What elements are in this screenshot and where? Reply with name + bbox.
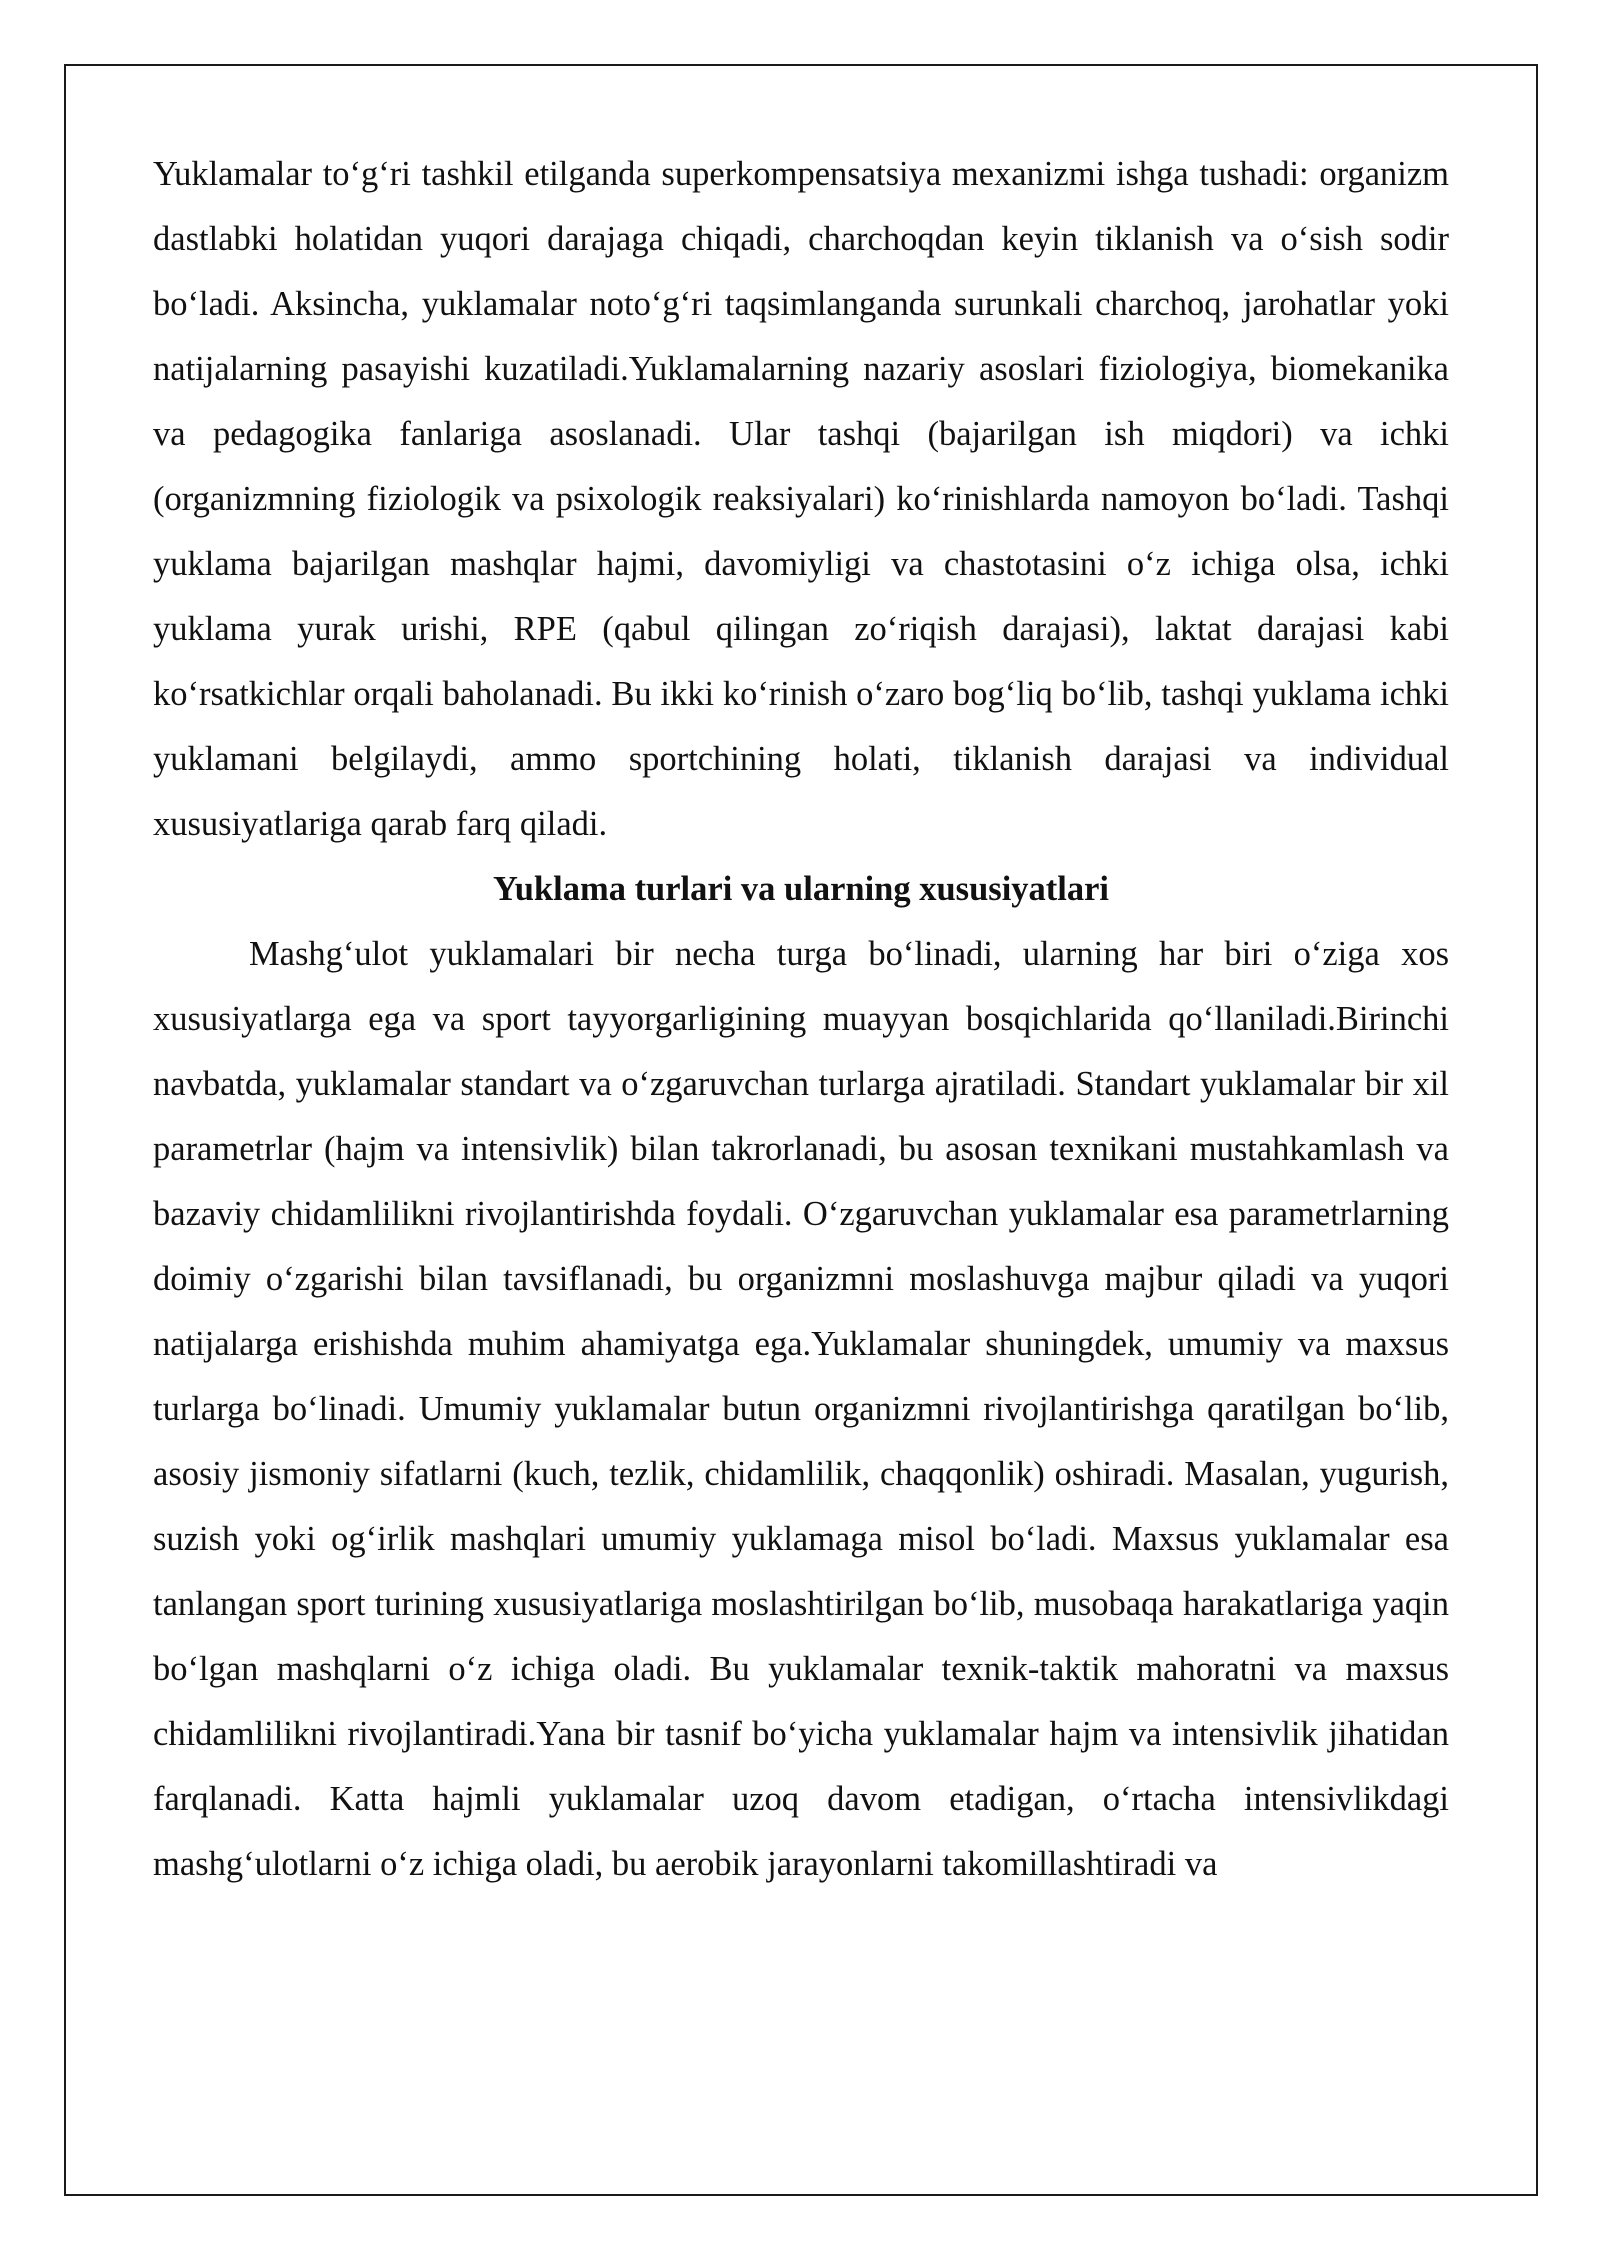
section-heading: Yuklama turlari va ularning xususiyatlari: [493, 870, 1109, 908]
body-paragraph-2: Mashg‘ulot yuklamalari bir necha turga bo‘linadi, ularning har biri o‘ziga xos xususiyatlarga ega va sport tayyorgarligining muayyan bosqichlarida qo‘llaniladi.Birinchi navbatda, yuklamalar standart va o‘zgaruvchan turlarga ajratiladi. Standart yuklamalar bir xil parametrlar (hajm va intensivlik) bilan takrorlanadi, bu asosan texnikani mustahkamlash va bazaviy chidamlilikni rivojlantirishda foydali. O‘zgaruvchan yuklamalar esa parametrlarning doimiy o‘zgarishi bilan tavsiflanadi, bu organizmni moslashuvga majbur qiladi va yuqori natijalarga erishishda muhim ahamiyatga ega.Yuklamalar shuningdek, umumiy va maxsus turlarga bo‘linadi. Umumiy yuklamalar butun organizmni rivojlantirishga qaratilgan bo‘lib, asosiy jismoniy sifatlarni (kuch, tezlik, chidamlilik, chaqqonlik) oshiradi. Masalan, yugurish, suzish yoki og‘irlik mashqlari umumiy yuklamaga misol bo‘ladi. Maxsus yuklamalar esa tanlangan sport turining xususiyatlariga moslashtirilgan bo‘lib, musobaqa harakatlariga yaqin bo‘lgan mashqlarni o‘z ichiga oladi. Bu yuklamalar texnik-taktik mahoratni va maxsus chidamlilikni rivojlantiradi.Yana bir tasnif bo‘yicha yuklamalar hajm va intensivlik jihatidan farqlanadi. Katta hajmli yuklamalar uzoq davom etadigan, o‘rtacha intensivlikdagi mashg‘ulotlarni o‘z ichiga oladi, bu aerobik jarayonlarni takomillashtiradi va: [153, 935, 1449, 1883]
document-body: [153, 142, 1449, 1897]
body-paragraph-1: Yuklamalar to‘g‘ri tashkil etilganda superkompensatsiya mexanizmi ishga tushadi: organizm dastlabki holatidan yuqori darajaga chiqadi, charchoqdan keyin tiklanish va o‘sish sodir bo‘ladi. Aksincha, yuklamalar noto‘g‘ri taqsimlanganda surunkali charchoq, jarohatlar yoki natijalarning pasayishi kuzatiladi.Yuklamalarning nazariy asoslari fiziologiya, biomekanika va pedagogika fanlariga asoslanadi. Ular tashqi (bajarilgan ish miqdori) va ichki (organizmning fiziologik va psixologik reaksiyalari) ko‘rinishlarda namoyon bo‘ladi. Tashqi yuklama bajarilgan mashqlar hajmi, davomiyligi va chastotasini o‘z ichiga olsa, ichki yuklama yurak urishi, RPE (qabul qilingan zo‘riqish darajasi), laktat darajasi kabi ko‘rsatkichlar orqali baholanadi. Bu ikki ko‘rinish o‘zaro bog‘liq bo‘lib, tashqi yuklama ichki yuklamani belgilaydi, ammo sportchining holati, tiklanish darajasi va individual xususiyatlariga qarab farq qiladi.: [153, 155, 1449, 843]
